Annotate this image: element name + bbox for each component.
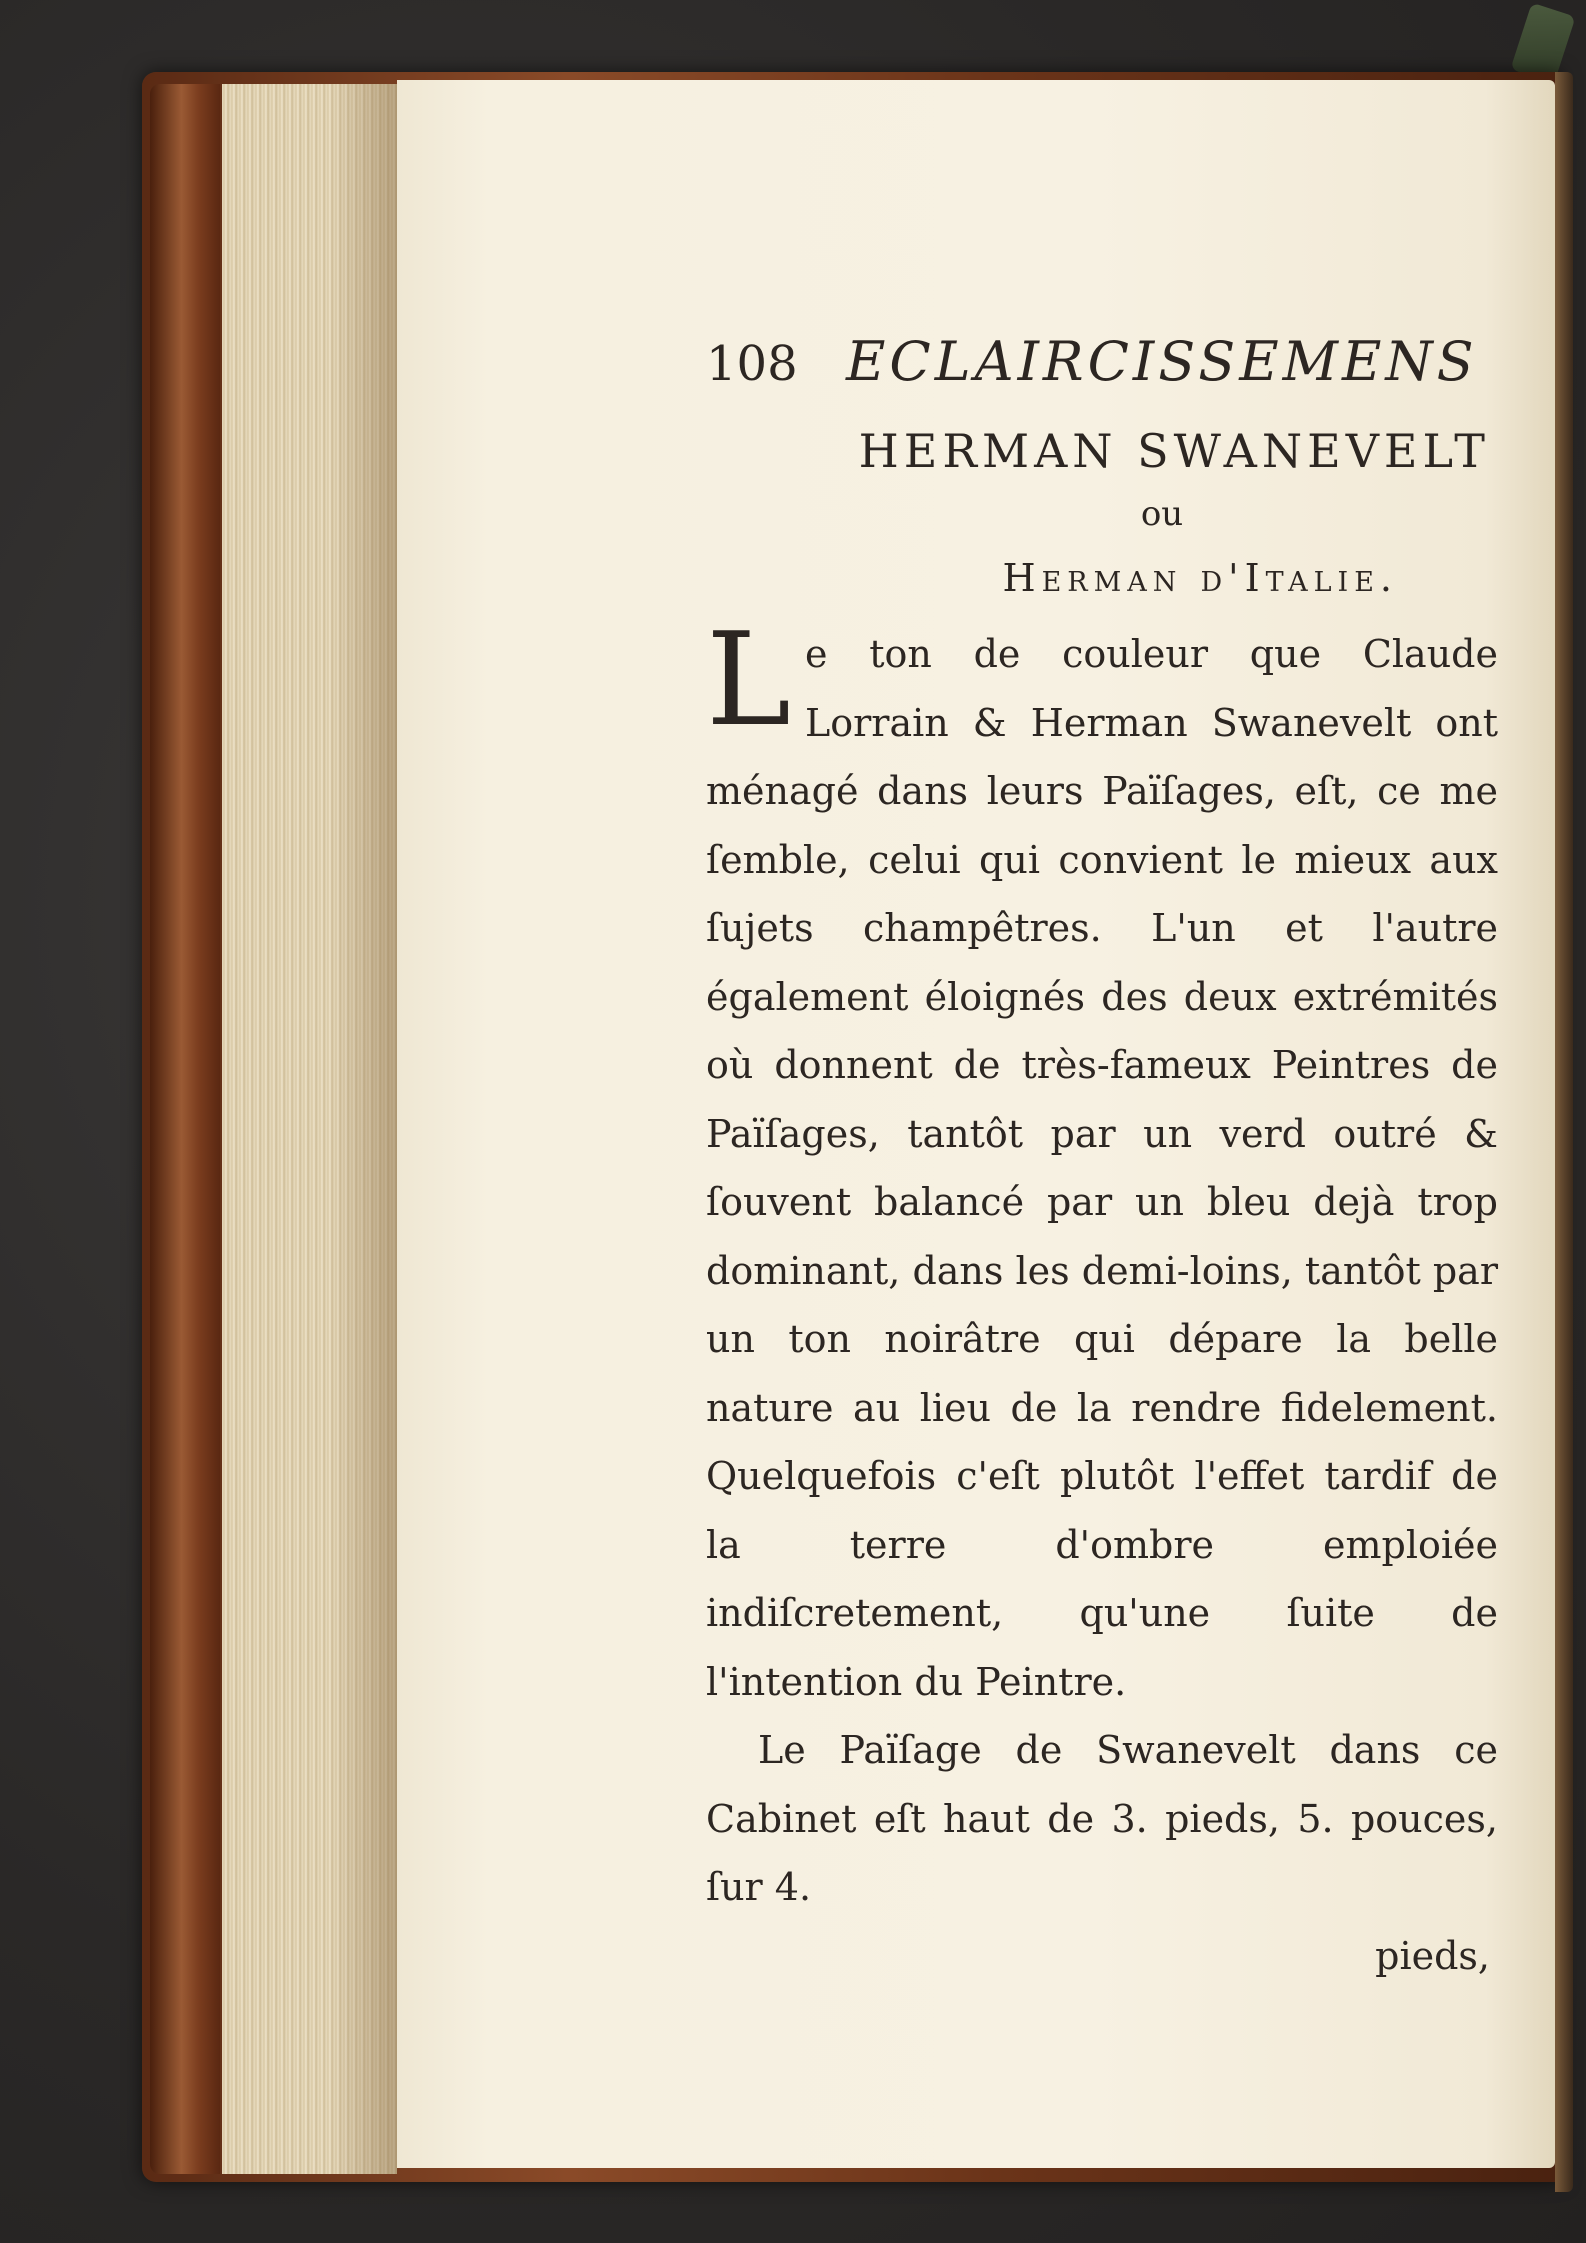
page-number: 108 bbox=[706, 336, 798, 392]
heading-connector: ou bbox=[1140, 494, 1184, 534]
heading-alias: Herman d'Italie. bbox=[1002, 556, 1398, 600]
section-heading: HERMAN SWANEVELT bbox=[858, 424, 1490, 478]
cover-right-edge bbox=[1555, 72, 1573, 2192]
paragraph-2: Le Païſage de Swanevelt dans ce Cabinet eſt haut de 3. pieds, 5. pouces, ſur 4. bbox=[706, 1728, 1498, 1909]
page-content bbox=[706, 330, 1498, 1990]
running-head bbox=[706, 330, 1498, 410]
paragraph-1-text: e ton de couleur que Claude Lorrain & Herman Swanevelt ont ménagé dans leurs Païſages, eſt, ce me ſemble, celui qui convient le mieux aux ſujets champêtres. L'un et l'autre également éloignés des deux extrémités où donnent de très-fameux Peintres de Païſages, tantôt par un verd outré & ſouvent balancé par un bleu dejà trop dominant, dans les demi-loins, tantôt par un ton noirâtre qui dépare la belle nature au lieu de la rendre fidelement. Quelquefois c'eſt plutôt l'effet tardif de la terre d'ombre emploiée indiſcretement, qu'une ſuite de l'intention du Peintre. bbox=[706, 632, 1498, 1704]
catchword: pieds, bbox=[1375, 1933, 1490, 1978]
cover-spine-edge bbox=[150, 84, 220, 2174]
running-title: ECLAIRCISSEMENS bbox=[846, 330, 1478, 393]
gutter-shadow bbox=[330, 84, 397, 2174]
drop-cap: L bbox=[706, 606, 791, 755]
paragraph-1 bbox=[706, 606, 1498, 1716]
